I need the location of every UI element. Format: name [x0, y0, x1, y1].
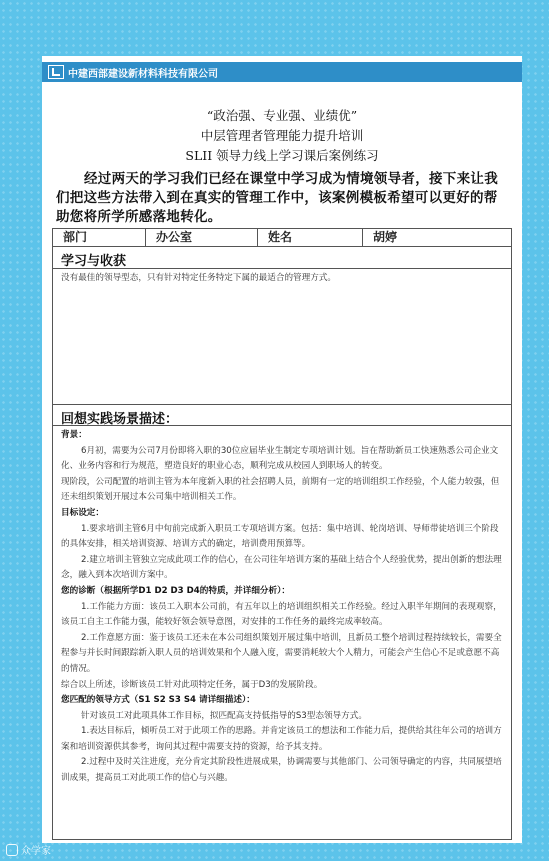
watermark [6, 842, 51, 857]
scene-divider-top [53, 404, 511, 405]
training-title: 中层管理者管理能力提升培训 [200, 128, 364, 143]
name-label: 姓名 [258, 229, 363, 246]
company-header-bar [42, 62, 522, 82]
scene-paragraph: 6月初，需要为公司7月份即将入职的30位应届毕业生制定专项培训计划。旨在帮助新员工快速熟悉公司企业文化、业务内容和行为规范，塑造良好的职业心态，顺利完成从校园人到职场人的转变。 [61, 445, 499, 472]
learning-text: 没有最佳的领导型态，只有针对特定任务特定下属的最适合的管理方式。 [61, 273, 337, 283]
learning-divider [53, 268, 511, 269]
scene-paragraph: 2.过程中及时关注进度，充分肯定其阶段性进展成果，协调需要与其他部门、公司领导确定的内容，共同展望培训成果，提高员工对此项工作的信心与兴趣。 [61, 757, 502, 784]
scene-subheading: 目标设定： [61, 507, 104, 518]
scene-paragraph: 1.要求培训主管6月中旬前完成新入职员工专项培训方案。包括：集中培训、轮岗培训、导师带徒培训三个阶段的具体安排，相关培训资源、培训方式的确定，培训费用预算等。 [61, 523, 499, 550]
document-page [21, 56, 522, 857]
scene-paragraph: 2.建立培训主管独立完成此项工作的信心，在公司往年培训方案的基础上结合个人经验优势，提出创新的想法理念，融入到本次培训方案中。 [61, 554, 502, 581]
scene-divider [53, 425, 511, 426]
scene-subheading: 背景： [61, 430, 87, 440]
department-value: 办公室 [146, 229, 258, 246]
scene-paragraph: 2.工作意愿方面：鉴于该员工还未在本公司组织策划开展过集中培训，且新员工整个培训过程持续较长，需要全程参与并长时间跟踪新入职人员的培训效果和个人融入度，需要消耗较大个人精力，可能会产生信心不足或意愿不高的情况。 [61, 632, 502, 674]
scene-paragraph: 综合以上所述，诊断该员工针对此项特定任务，属于D3的发展阶段。 [61, 679, 323, 690]
scene-paragraph: 针对该员工对此项具体工作目标，拟匹配高支持低指导的S3型态领导方式。 [81, 710, 367, 721]
case-form-table [52, 228, 512, 840]
scene-paragraph: 1.工作能力方面：该员工入职本公司前，有五年以上的培训组织相关工作经验。经过入职半年期间的表现观察，该员工自主工作能力强，能较好领会领导意图，对安排的工作任务的最终完成率较高。 [61, 601, 502, 628]
exercise-title: SLII 领导力线上学习课后案例练习 [185, 148, 379, 163]
watermark-text: 众学家 [21, 846, 51, 857]
watermark-icon [6, 844, 18, 856]
scene-section-title: 回想实践场景描述： [61, 412, 179, 427]
company-name: 中建西部建设新材料科技有限公司 [68, 68, 218, 80]
scene-subheading: 您匹配的领导方式（S1 S2 S3 S4 请详细描述）： [61, 695, 255, 706]
learning-section-title: 学习与收获 [61, 254, 127, 269]
department-label: 部门 [53, 229, 146, 246]
scene-body [61, 428, 505, 787]
intro-paragraph: 经过两天的学习我们已经在课堂中学习成为情境领导者，接下来让我们把这些方法带入到在真实的管理工作中，该案例模板希望可以更好的帮助您将所学所感落地转化。 [56, 171, 498, 225]
scene-paragraph: 现阶段，公司配置的培训主管为本年度新入职的社会招聘人员，前期有一定的培训组织工作经验，个人能力较强，但还未组织策划开展过本公司集中培训相关工作。 [61, 476, 500, 503]
slogan-title: “政治强、专业强、业绩优” [206, 108, 358, 123]
title-block [42, 106, 522, 166]
company-logo-icon [48, 65, 64, 79]
name-value: 胡婷 [373, 230, 398, 244]
scene-subheading: 您的诊断（根据所学D1 D2 D3 D4的特质，并详细分析）： [61, 585, 291, 596]
scene-paragraph: 1.表达目标后，倾听员工对于此项工作的思路。并肯定该员工的想法和工作能力后，提供给其往年公司的培训方案和培训资源供其参考，询问其过程中需要支持的资源，给予其支持。 [61, 726, 502, 752]
form-header-row [53, 229, 511, 247]
